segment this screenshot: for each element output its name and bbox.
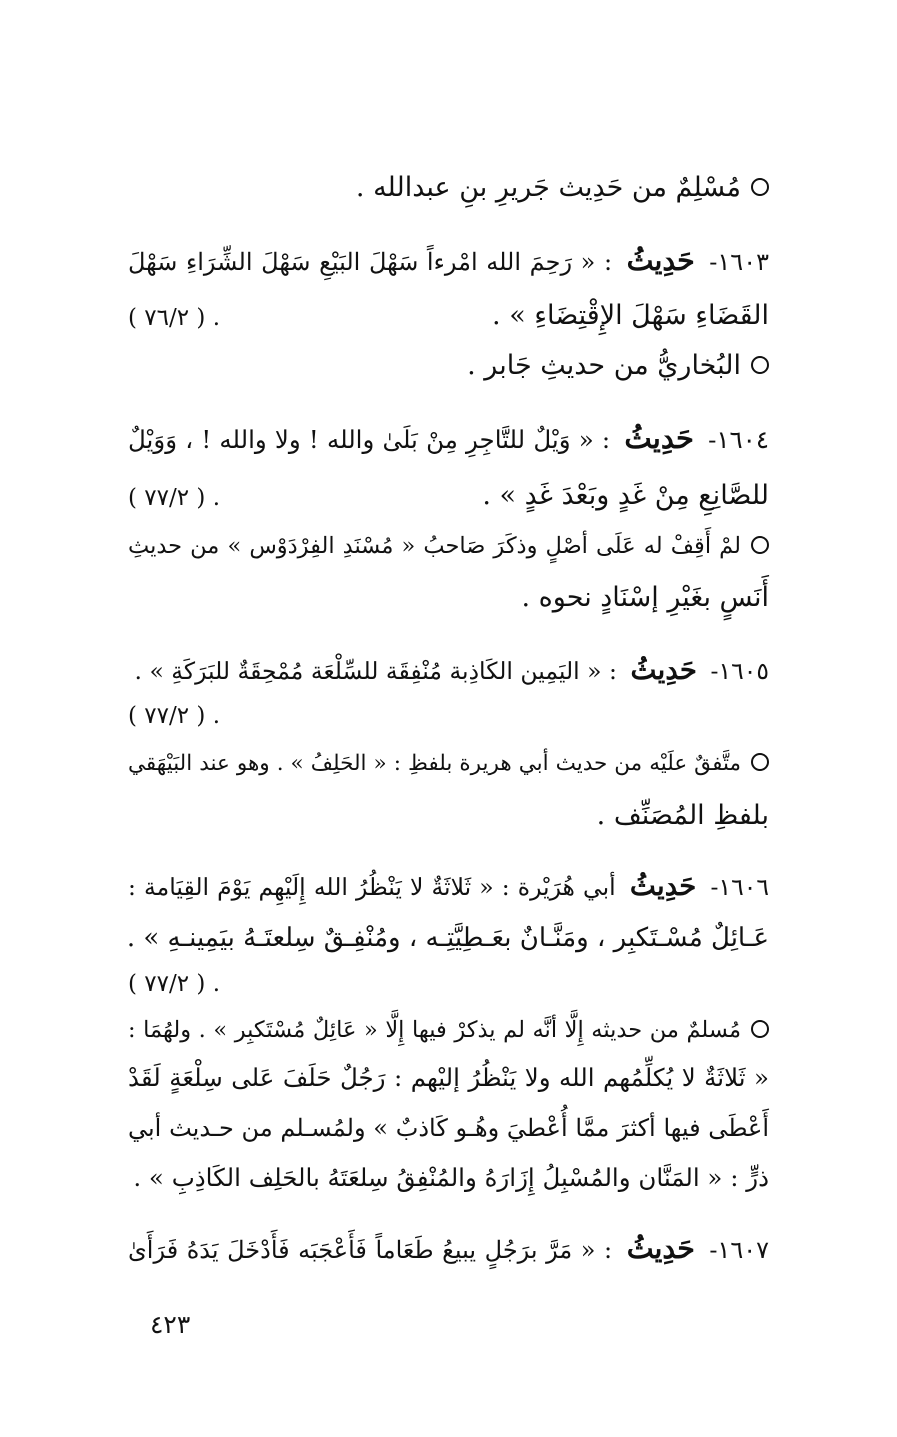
hadith-keyword: حَدِيثُ bbox=[626, 243, 695, 277]
hollow-circle-icon bbox=[751, 1020, 769, 1038]
hadith-1603-note: البُخاريُّ من حديثِ جَابر . bbox=[128, 346, 769, 386]
hadith-number: ١٦٠٦- bbox=[710, 873, 769, 901]
hadith-keyword: حَدِيثُ bbox=[630, 653, 698, 686]
hadith-1605-note-line-2: بلفظِ المُصَنِّف . bbox=[596, 800, 769, 831]
hadith-number: ١٦٠٤- bbox=[708, 425, 769, 454]
hadith-1606-note-line-2: « ثَلاثَةٌ لا يُكلِّمُهم الله ولا يَنْظُرُ إليْهم : رَجُلٌ حَلَفَ عَلى سِلْعَةٍ لَقَدْ bbox=[128, 1063, 769, 1092]
hadith-1604-note-line-1: لمْ أَقِفْ له عَلَى أصْلٍ وذكَرَ صَاحبُ « مُسْنَدِ الفِرْدَوْس » من حديثِ bbox=[128, 526, 769, 566]
hollow-circle-icon bbox=[751, 356, 769, 374]
hollow-circle-icon bbox=[751, 536, 769, 554]
hadith-1606-line-1: ١٦٠٦- حَدِيثُ أبي هُرَيْرة : « ثَلاثَةٌ لا يَنْظُرُ الله إِلَيْهِم يَوْمَ القِيَامة : bbox=[128, 869, 769, 902]
hadith-keyword: حَدِيثُ bbox=[629, 869, 697, 902]
hadith-number: ١٦٠٧- bbox=[709, 1236, 769, 1264]
hadith-1604-line-2: للصَّانِعِ مِنْ غَدٍ وبَعْدَ غَدٍ » . bbox=[482, 480, 769, 511]
hadith-1606-reference: . ( ٧٧/٢ ) bbox=[128, 971, 221, 997]
hadith-1606-note-line-1: مُسلمٌ من حديثه إِلَّا أنَّه لم يذكرْ فيها إِلَّا « عَائِلٌ مُسْتَكبِر » . ولهُمَا : bbox=[128, 1010, 769, 1050]
hadith-1604-reference: . ( ٧٧/٢ ) bbox=[128, 485, 221, 511]
hadith-1605-note-line-1: متَّفقٌ علَيْه من حديث أبي هريرة بلفظِ : « الحَلِفُ » . وهو عند البَيْهَقي bbox=[128, 744, 769, 784]
hadith-keyword: حَدِيثُ bbox=[624, 421, 694, 455]
hadith-1607-line-1: ١٦٠٧- حَدِيثُ : « مَرَّ برَجُلٍ يبيعُ طَعَاماً فَأَعْجَبَه فَأَدْخَلَ يَدَهُ فَرَأَىٰ bbox=[128, 1231, 769, 1265]
hadith-1604-note-line-2: أَنَسٍ بغَيْرِ إسْنَادٍ نحوه . bbox=[521, 582, 769, 613]
hadith-1606-note-line-4: ذرٍّ : « المَنَّان والمُسْبِلُ إِزَارَهُ والمُنْفِقُ سِلعَتَهُ بالحَلِف الكَاذِبِ » . bbox=[133, 1163, 769, 1192]
hadith-number: ١٦٠٣- bbox=[709, 248, 769, 276]
hadith-1606-note-line-3: أَعْطَى فيها أكثرَ ممَّا أُعْطيَ وهُـو كَاذبٌ » ولمُسـلم من حـديث أبي bbox=[128, 1114, 769, 1142]
hadith-1603-line-2: القَضَاءِ سَهْلَ الإِقْتِضَاءِ » . bbox=[492, 300, 769, 331]
hadith-1603-reference: . ( ٧٦/٢ ) bbox=[128, 305, 221, 331]
hadith-1604-line-1: ١٦٠٤- حَدِيثُ : « وَيْلٌ للتَّاجِرِ مِنْ بَلَىٰ والله ! ولا والله ! ، وَوَيْلٌ bbox=[128, 421, 769, 455]
hadith-number: ١٦٠٥- bbox=[710, 657, 769, 685]
hadith-1605-reference: . ( ٧٧/٢ ) bbox=[128, 703, 221, 729]
hollow-circle-icon bbox=[751, 753, 769, 771]
hollow-circle-icon bbox=[751, 178, 769, 196]
note-line: مُسْلِمٌ من حَدِيث جَريرِ بنِ عبدالله . bbox=[128, 168, 769, 208]
page-number: ٤٢٣ bbox=[150, 1310, 191, 1339]
hadith-keyword: حَدِيثُ bbox=[626, 1231, 695, 1265]
hadith-1606-line-2: عَـائِلٌ مُسْـتَكبِر ، ومَنَّـانٌ بعَـطِيَّتِـه ، ومُنْفِـقٌ سِلعتَـهُ بيَمِينـهِ » . bbox=[126, 923, 769, 953]
hadith-1603-line-1: ١٦٠٣- حَدِيثُ : « رَحِمَ الله امْرءاً سَهْلَ البَيْعِ سَهْلَ الشِّرَاءِ سَهْلَ bbox=[128, 243, 769, 277]
hadith-1605-line-1: ١٦٠٥- حَدِيثُ : « اليَمِين الكَاذِبة مُنْفِقَة للسِّلْعَة مُمْحِقَةٌ للبَرَكَةِ » . bbox=[134, 653, 769, 686]
